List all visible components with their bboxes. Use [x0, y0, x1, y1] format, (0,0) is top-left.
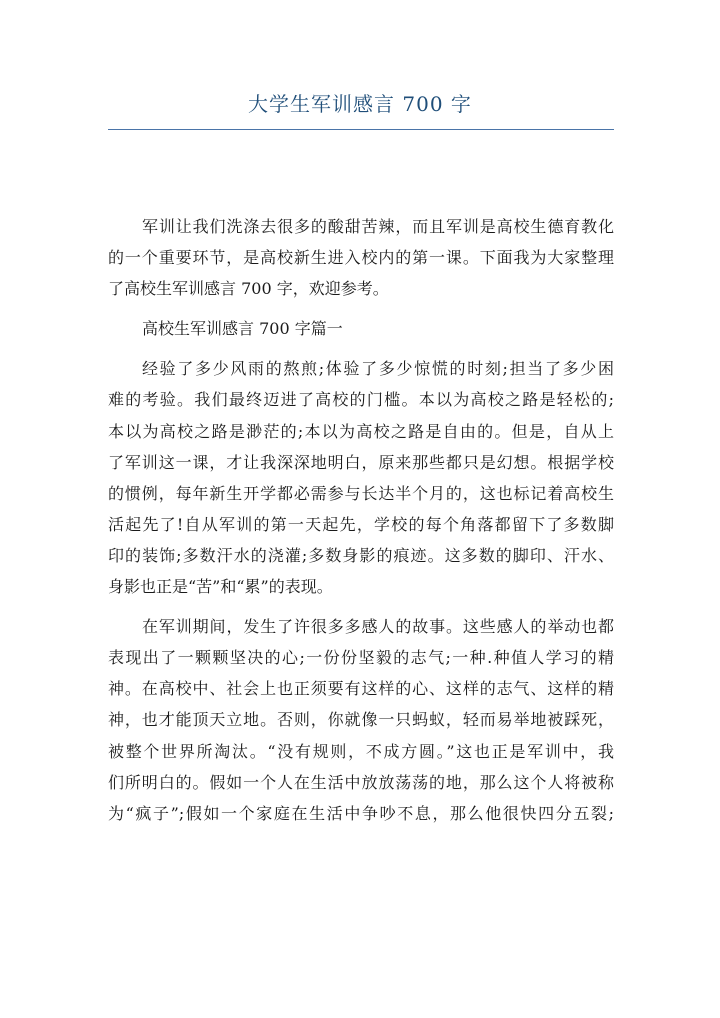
text-line: 难的考验。我们最终迈进了高校的门槛。本以为高校之路是轻松的; — [108, 390, 614, 410]
text-line: 的一个重要环节，是高校新生进入校内的第一课。下面我为大家整理 — [108, 248, 614, 268]
text-line: 神，也才能顶天立地。否则，你就像一只蚂蚁，轻而易举地被踩死， — [108, 710, 614, 730]
text-line: 军训让我们洗涤去很多的酸甜苦辣，而且军训是高校生德育教化 — [142, 217, 614, 236]
paragraph-body-1 — [108, 353, 614, 602]
text-line: 经验了多少风雨的熬煎;体验了多少惊慌的时刻;担当了多少困 — [142, 359, 614, 379]
text-line: 神。在高校中、社会上也正须要有这样的心、这样的志气、这样的精 — [108, 679, 614, 699]
paragraph-intro — [108, 211, 614, 304]
text-line: 了高校生军训感言 700 字，欢迎参考。 — [108, 279, 389, 299]
text-line: 在军训期间，发生了许很多多感人的故事。这些感人的举动也都 — [142, 617, 614, 637]
text-line: 活起先了!自从军训的第一天起先，学校的每个角落都留下了多数脚 — [108, 514, 614, 534]
title-underline — [108, 129, 614, 130]
paragraph-gap — [108, 344, 614, 353]
text-line: 印的装饰;多数汗水的浇灌;多数身影的痕迹。这多数的脚印、汗水、 — [108, 545, 614, 565]
document-body — [108, 211, 614, 829]
text-line: 的惯例，每年新生开学都必需参与长达半个月的，这也标记着高校生 — [108, 483, 614, 503]
paragraph-body-2 — [108, 611, 614, 829]
paragraph-gap — [108, 602, 614, 611]
text-line: 高校生军训感言 700 字篇一 — [142, 319, 343, 339]
text-line: 为“疯子”;假如一个家庭在生活中争吵不息，那么他很快四分五裂; — [108, 803, 614, 823]
text-line: 们所明白的。假如一个人在生活中放放荡荡的地，那么这个人将被称 — [108, 772, 614, 792]
document-title: 大学生军训感言 700 字 — [248, 92, 472, 116]
paragraph-gap — [108, 304, 614, 313]
text-line: 了军训这一课，才让我深深地明白，原来那些都只是幻想。根据学校 — [108, 452, 614, 472]
text-line: 被整个世界所淘汰。“没有规则，不成方圆。”这也正是军训中，我 — [108, 741, 614, 761]
text-line: 表现出了一颗颗坚决的心;一份份坚毅的志气;一种.种值人学习的精 — [108, 648, 614, 668]
section-heading — [108, 313, 614, 344]
text-line: 身影也正是“苦”和“累”的表现。 — [108, 577, 333, 597]
text-line: 本以为高校之路是渺茫的;本以为高校之路是自由的。但是，自从上 — [108, 421, 614, 441]
